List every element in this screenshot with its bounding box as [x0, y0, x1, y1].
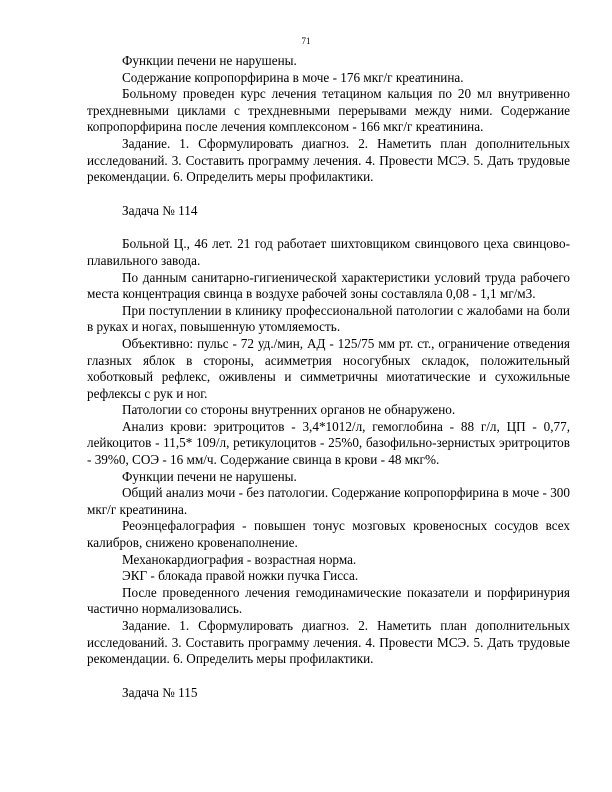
assignment-paragraph: Задание. 1. Сформулировать диагноз. 2. Наметить план дополнительных исследований. 3. Составить программу лечения. 4. Провести МСЭ. 5. Дать трудовые рекомендации. 6. Определить меры профилактики.	[87, 135, 570, 185]
paragraph: Общий анализ мочи - без патологии. Содержание копропорфирина в моче - 300 мкг/г креатинина.	[87, 485, 570, 517]
paragraph: После проведенного лечения гемодинамические показатели и порфиринурия частично нормализовались.	[87, 584, 570, 617]
paragraph: Функции печени не нарушены.	[122, 468, 297, 484]
paragraph: При поступлении в клинику профессиональной патологии с жалобами на боли в руках и ногах, повышенную утомляемость.	[87, 302, 570, 335]
paragraph: Объективно: пульс - 72 уд./мин, АД - 125/75 мм рт. ст., ограничение отведения глазных яблок в стороны, асимметрия носогубных складок, положительный хоботковый рефлекс, оживлены и симметричны миотатические и сухожильные рефлексы с рук и ног.	[87, 335, 570, 401]
paragraph: Функции печени не нарушены.	[122, 53, 297, 68]
paragraph: Больной Ц., 46 лет. 21 год работает шихтовщиком свинцового цеха свинцово-плавильного завода.	[87, 236, 570, 268]
assignment-paragraph: Задание. 1. Сформулировать диагноз. 2. Наметить план дополнительных исследований. 3. Составить программу лечения. 4. Провести МСЭ. 5. Дать трудовые рекомендации. 6. Определить меры профилактики.	[87, 618, 570, 667]
paragraph: Патологии со стороны внутренних органов не обнаружено.	[122, 402, 456, 418]
task-115-heading: Задача № 115	[122, 684, 198, 700]
paragraph: Реоэнцефалография - повышен тонус мозговых кровеносных сосудов всех калибров, снижено кровенаполнение.	[87, 518, 570, 551]
paragraph: ЭКГ - блокада правой ножки пучка Гисса.	[122, 568, 359, 584]
paragraph: Содержание копропорфирина в моче - 176 мкг/г креатинина.	[122, 69, 464, 85]
task-114-heading: Задача № 114	[122, 202, 198, 218]
paragraph: Механокардиография - возрастная норма.	[122, 551, 357, 567]
page-number: 71	[301, 36, 311, 46]
page-content	[87, 53, 570, 701]
paragraph: Больному проведен курс лечения тетацином кальция по 20 мл внутривенно трехдневными циклами с трехдневными перерывами между ними. Содержание копропорфирина после лечения комплексоном - 166 мкг/г креатинина.	[87, 86, 570, 135]
paragraph: Анализ крови: эритроцитов - 3,4*1012/л, гемоглобина - 88 г/л, ЦП - 0,77, лейкоцитов - 11,5* 109/л, ретикулоцитов - 25%0, базофильно-зернистых эритроцитов - 39%0, СОЭ - 16 мм/ч. Содержание свинца в крови - 48 мкг%.	[87, 418, 570, 468]
paragraph: По данным санитарно-гигиенической характеристики условий труда рабочего места концентрация свинца в воздухе рабочей зоны составляла 0,08 - 1,1 мг/м3.	[87, 269, 570, 302]
